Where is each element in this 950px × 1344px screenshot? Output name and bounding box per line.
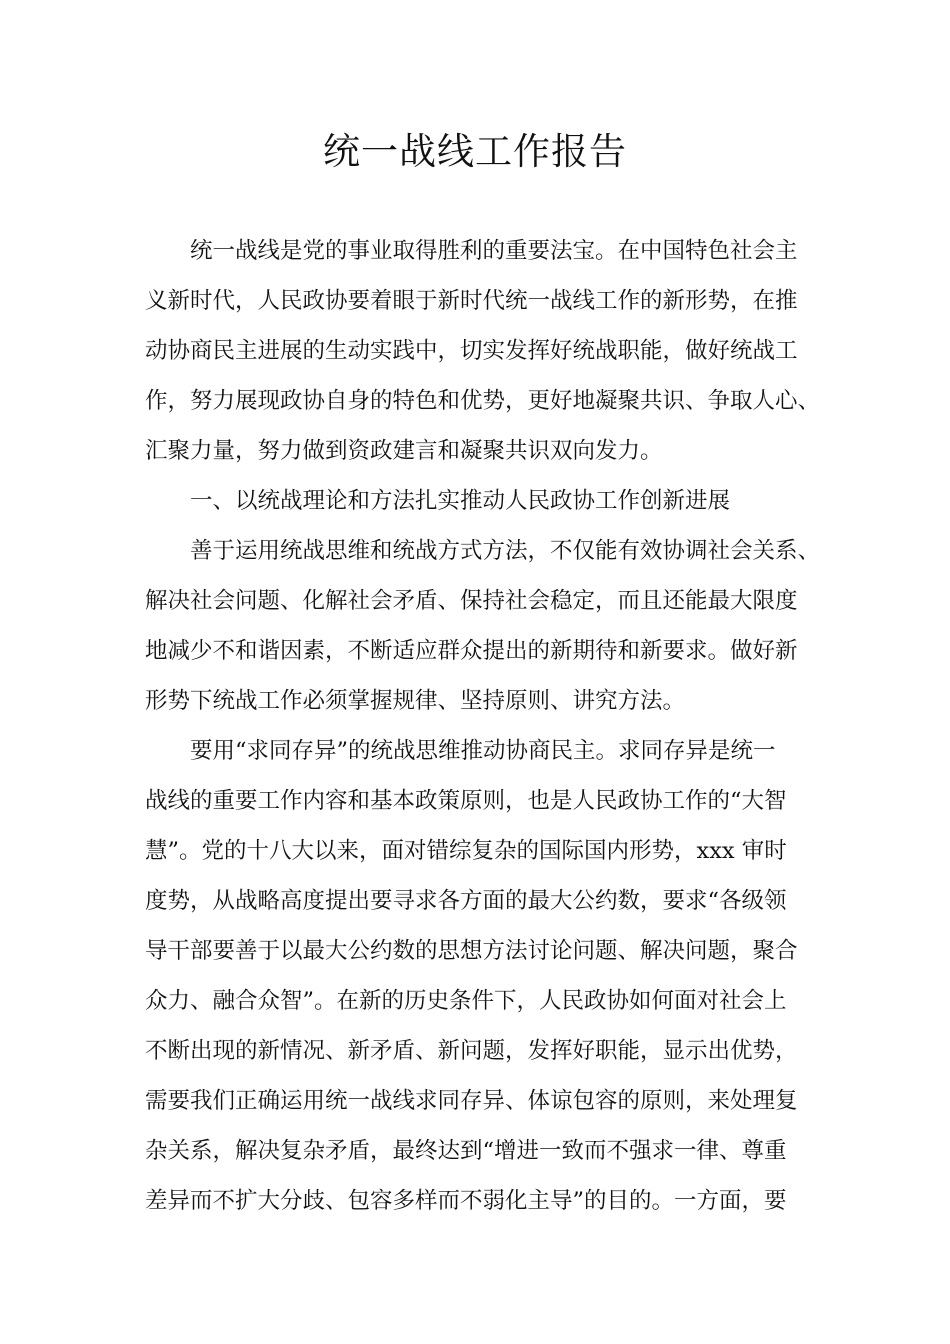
paragraph-line: 地减少不和谐因素，不断适应群众提出的新期待和新要求。做好新 — [145, 638, 798, 664]
paragraph-line: 要用“求同存异”的统战思维推动协商民主。求同存异是统一 — [190, 738, 776, 764]
paragraph-line: 动协商民主进展的生动实践中，切实发挥好统战职能，做好统战工 — [145, 338, 798, 364]
paragraph-line: 需要我们正确运用统一战线求同存异、体谅包容的原则，来处理复 — [145, 1088, 798, 1114]
paragraph-line: 形势下统战工作必须掌握规律、坚持原则、讲究方法。 — [145, 688, 686, 714]
paragraph-line: 度势，从战略高度提出要寻求各方面的最大公约数，要求“各级领 — [145, 888, 787, 914]
paragraph-line: 统一战线是党的事业取得胜利的重要法宝。在中国特色社会主 — [190, 238, 798, 264]
paragraph-line: 战线的重要工作内容和基本政策原则，也是人民政协工作的“大智 — [145, 788, 787, 814]
paragraph-line: 不断出现的新情况、新矛盾、新问题，发挥好职能，显示出优势， — [145, 1038, 798, 1064]
paragraph-line: 慧”。党的十八大以来，面对错综复杂的国际国内形势，xxx 审时 — [145, 838, 787, 864]
document-title: 统一战线工作报告 — [323, 130, 627, 173]
paragraph-line: 汇聚力量，努力做到资政建言和凝聚共识双向发力。 — [145, 438, 663, 464]
body-paragraph — [145, 526, 821, 726]
paragraph-line: 善于运用统战思维和统战方式方法，不仅能有效协调社会关系、 — [190, 538, 821, 564]
paragraph-line: 差异而不扩大分歧、包容多样而不弱化主导”的目的。一方面，要 — [145, 1188, 787, 1214]
paragraph-line: 作，努力展现政协自身的特色和优势，更好地凝聚共识、争取人心、 — [145, 388, 821, 414]
body-paragraph — [145, 226, 821, 476]
paragraph-line: 一、以统战理论和方法扎实推动人民政协工作创新进展 — [190, 488, 731, 514]
paragraph-line: 众力、融合众智”。在新的历史条件下，人民政协如何面对社会上 — [145, 988, 787, 1014]
paragraph-line: 杂关系，解决复杂矛盾，最终达到“增进一致而不强求一律、尊重 — [145, 1138, 787, 1164]
paragraph-line: 解决社会问题、化解社会矛盾、保持社会稳定，而且还能最大限度 — [145, 588, 798, 614]
document-body — [145, 226, 821, 1226]
paragraph-line: 义新时代，人民政协要着眼于新时代统一战线工作的新形势，在推 — [145, 288, 798, 314]
section-heading — [145, 476, 815, 526]
body-paragraph — [145, 726, 815, 1226]
paragraph-line: 导干部要善于以最大公约数的思想方法讨论问题、解决问题，聚合 — [145, 938, 798, 964]
